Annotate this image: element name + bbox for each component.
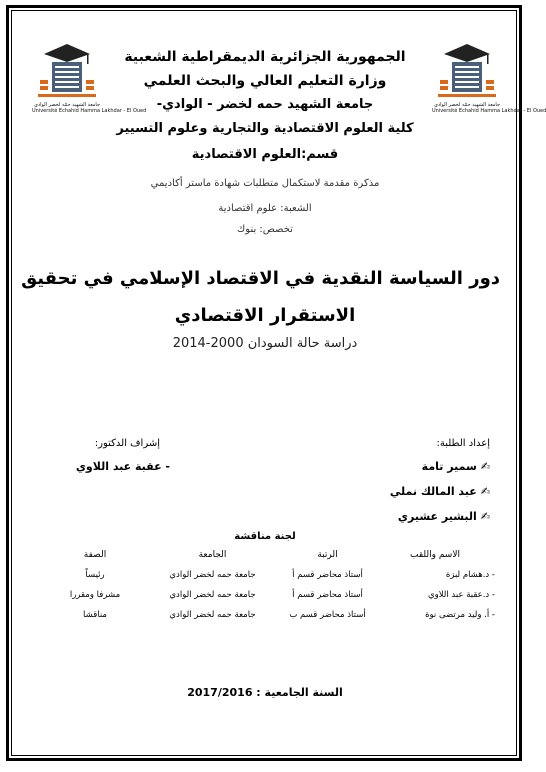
logo-caption-ar: جامعة الشهيد حمّه لخضر الوادي	[33, 102, 101, 108]
logo-caption-en: Université Echahid Hamma Lakhdar - El Oued	[32, 108, 147, 114]
students-label: إعداد الطلبة:	[436, 438, 490, 449]
supervisor-label: إشراف الدكتور:	[94, 438, 160, 449]
thesis-title-line1: دور السياسة النقدية في الاقتصاد الإسلامي في تحقيق	[21, 268, 500, 289]
pen-icon: ✍	[480, 485, 490, 498]
ministry-heading: وزارة التعليم العالي والبحث العلمي	[143, 73, 387, 89]
university-heading: جامعة الشهيد حمه لخضر - الوادي-	[156, 97, 374, 112]
student-item	[360, 510, 490, 523]
column-header: الاسم واللقب	[410, 550, 460, 560]
column-header: الصفة	[83, 550, 107, 560]
department-heading: قسم:العلوم الاقتصادية	[191, 147, 339, 162]
branch-label: الشعبة: علوم اقتصادية	[218, 203, 312, 214]
member-role: مناقشا	[83, 610, 107, 620]
committee-title: لجنة مناقشة	[234, 531, 296, 542]
faculty-heading: كلية العلوم الاقتصادية والتجارية وعلوم التسيير	[116, 121, 414, 136]
thesis-title-line2: الاستقرار الاقتصادي	[174, 305, 356, 326]
member-role: مشرفا ومقررا	[69, 590, 121, 600]
member-university: جامعة حمه لخضر الوادي	[169, 610, 256, 620]
specialty-label: تخصص: بنوك	[237, 224, 293, 235]
student-name: عبد المالك نملي	[389, 485, 477, 498]
university-emblem-icon	[32, 40, 102, 102]
pen-icon: ✍	[480, 460, 490, 473]
member-university: جامعة حمه لخضر الوادي	[169, 570, 256, 580]
member-role: رئيساً	[85, 570, 105, 580]
member-name: - د.عقبة عبد اللاوي	[427, 590, 495, 600]
university-logo-left	[32, 40, 147, 116]
logo-caption-en: Université Echahid Hamma Lakhdar - El Oued	[432, 108, 546, 114]
member-rank: أستاذ محاضر قسم أ	[292, 570, 363, 580]
university-logo-right	[432, 40, 546, 116]
thesis-subtitle: دراسة حالة السودان 2000-2014	[172, 336, 358, 351]
republic-heading: الجمهورية الجزائرية الديمقراطية الشعبية	[124, 49, 406, 65]
table-row	[45, 566, 495, 586]
column-header: الجامعة	[198, 550, 227, 560]
student-name: البشير عشيري	[397, 510, 477, 523]
logo-caption-ar: جامعة الشهيد حمّه لخضر الوادي	[433, 102, 501, 108]
student-name: سمير تامة	[421, 460, 477, 473]
university-emblem-icon	[432, 40, 502, 102]
academic-year: السنة الجامعية : 2017/2016	[187, 686, 343, 699]
supervisor-name: - عقبة عبد اللاوي	[75, 460, 170, 473]
column-header: الرتبة	[317, 550, 338, 560]
table-row	[45, 606, 495, 626]
memo-description: مذكرة مقدمة لاستكمال متطلبات شهادة ماستر أكاديمي	[150, 178, 380, 189]
student-item	[360, 485, 490, 498]
member-university: جامعة حمه لخضر الوادي	[169, 590, 256, 600]
member-rank: أستاذ محاضر قسم ب	[289, 610, 366, 620]
pen-icon: ✍	[480, 510, 490, 523]
member-name: - أ. وليد مرتضى نوة	[425, 610, 495, 620]
committee-table	[45, 550, 495, 626]
member-rank: أستاذ محاضر قسم أ	[292, 590, 363, 600]
committee-header-row	[45, 550, 495, 566]
table-row	[45, 586, 495, 606]
member-name: - د.هشام لبزة	[445, 570, 495, 580]
student-item	[360, 460, 490, 473]
